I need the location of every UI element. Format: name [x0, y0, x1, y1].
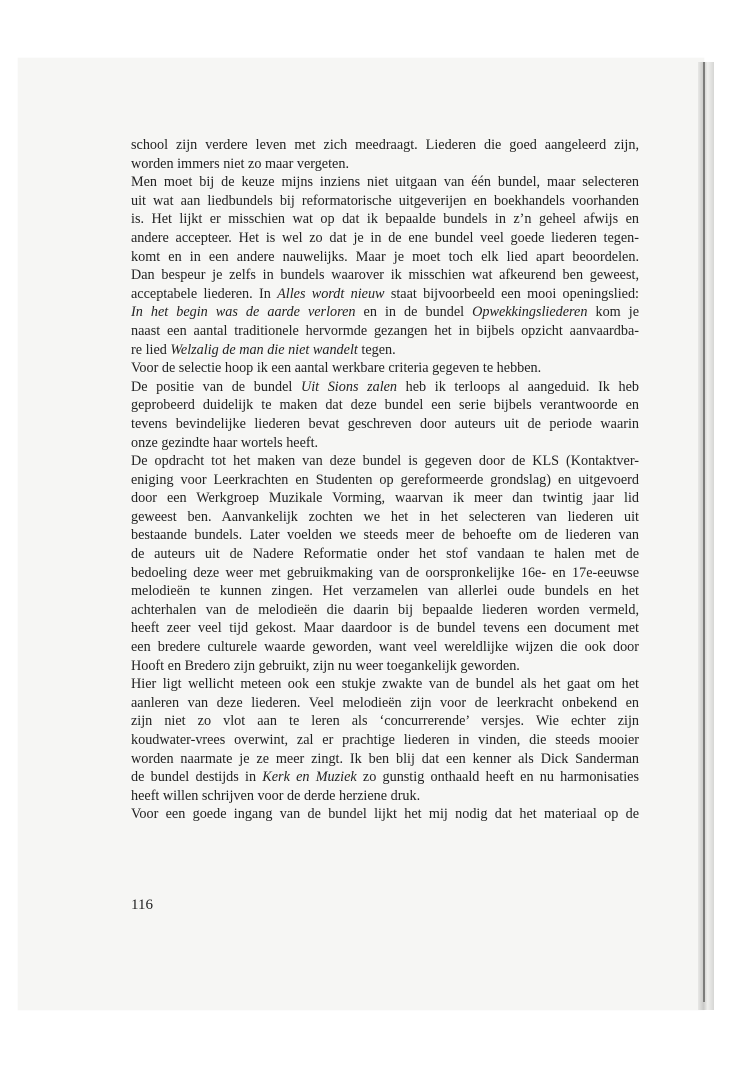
- text-line: [131, 434, 639, 453]
- text-line: [131, 192, 639, 211]
- text-segment: aanleren van deze liederen. Veel melodieën zijn voor de leerkracht onbekend en: [131, 694, 639, 711]
- text-segment: komt en in een andere nauwelijks. Maar je moet toch elk lied apart beoordelen.: [131, 248, 639, 265]
- text-line: [131, 378, 639, 397]
- text-segment: tegen.: [357, 341, 396, 358]
- text-segment: achterhalen van de melodieën die daarin bij bepaalde liederen worden vermeld,: [131, 601, 639, 618]
- text-line: [131, 787, 639, 806]
- text-segment: kom je: [587, 304, 639, 321]
- text-line: [131, 210, 639, 229]
- text-segment: Voor de selectie hoop ik een aantal werkbare criteria gegeven te hebben.: [131, 360, 542, 377]
- text-segment: staat bijvoorbeeld een mooi openingslied:: [384, 285, 639, 302]
- text-line: [131, 155, 639, 174]
- text-segment: andere accepteer. Het is wel zo dat je in de ene bundel veel goede liederen tegen-: [131, 229, 639, 246]
- text-line: [131, 731, 639, 750]
- text-segment: geprobeerd duidelijk te maken dat deze bundel een serie bijbels verantwoorde en: [131, 397, 639, 414]
- text-line: [131, 415, 639, 434]
- italic-title: Uit Sions zalen: [300, 378, 398, 395]
- text-line: [131, 712, 639, 731]
- text-line: [131, 489, 639, 508]
- italic-title: Opwekkingsliederen: [472, 304, 588, 321]
- text-line: [131, 341, 639, 360]
- text-segment: zijn niet zo vlot aan te leren als ‘concurrerende’ versjes. Wie echter zijn: [131, 713, 639, 730]
- text-segment: Hooft en Bredero zijn gebruikt, zijn nu weer toegankelijk geworden.: [131, 657, 520, 674]
- text-line: [131, 526, 639, 545]
- text-segment: school zijn verdere leven met zich meedraagt. Liederen die goed aangeleerd zijn,: [131, 137, 639, 153]
- text-line: [131, 694, 639, 713]
- text-line: [131, 322, 639, 341]
- text-segment: uit wat aan liedbundels bij reformatorische uitgeverijen en boekhandels voorhanden: [131, 192, 639, 209]
- text-segment: Hier ligt wellicht meteen ook een stukje zwakte van de bundel als het gaat om het: [131, 676, 639, 693]
- text-segment: heeft zeer veel tijd gekost. Maar daardoor is de bundel tevens een document met: [131, 620, 639, 637]
- text-segment: worden immers niet zo maar vergeten.: [131, 155, 349, 172]
- text-line: [131, 452, 639, 471]
- text-segment: melodieën te kunnen zingen. Het verzamelen van allerlei oude bundels en het: [131, 583, 639, 600]
- text-line: [131, 248, 639, 267]
- text-line: [131, 396, 639, 415]
- body-text: [131, 136, 639, 824]
- text-segment: en in de bundel: [355, 304, 473, 321]
- text-segment: De opdracht tot het maken van deze bundel is gegeven door de KLS (Kontaktver-: [131, 453, 639, 470]
- text-line: [131, 564, 639, 583]
- text-segment: de auteurs uit de Nadere Reformatie onder het stof vandaan te halen met de: [131, 546, 639, 563]
- text-line: [131, 136, 639, 155]
- text-line: [131, 805, 639, 824]
- text-segment: door een Werkgroep Muzikale Vorming, waarvan ik meer dan twintig jaar lid: [131, 490, 639, 507]
- text-segment: de bundel destijds in: [131, 769, 263, 786]
- text-segment: geweest ben. Aanvankelijk zochten we het in het selecteren van liederen uit: [131, 508, 639, 525]
- text-segment: koudwater-vrees overwint, zal er prachtige liederen in vinden, die steeds mooier: [131, 732, 639, 748]
- text-segment: is. Het lijkt er misschien wat op dat ik bepaalde bundels in z’n geheel afwijs en: [131, 211, 639, 228]
- text-line: [131, 657, 639, 676]
- text-line: [131, 582, 639, 601]
- text-segment: onze gezindte haar wortels heeft.: [131, 434, 319, 451]
- text-segment: re lied: [131, 341, 171, 358]
- text-segment: De positie van de bundel: [131, 378, 301, 395]
- text-line: [131, 303, 639, 322]
- page-number: 116: [131, 897, 153, 913]
- italic-title: Kerk en Muziek: [262, 769, 357, 786]
- text-line: [131, 359, 639, 378]
- page-edge-shadow: [703, 62, 705, 1002]
- italic-title: Welzalig de man die niet wandelt: [170, 341, 358, 358]
- text-segment: heb ik terloops al aangeduid. Ik heb: [397, 378, 639, 395]
- text-line: [131, 266, 639, 285]
- text-line: [131, 619, 639, 638]
- text-segment: Voor een goede ingang van de bundel lijkt het mij nodig dat het materiaal op de: [131, 806, 639, 823]
- text-segment: eniging voor Leerkrachten en Studenten op gereformeerde grondslag) en uitgevoerd: [131, 471, 639, 488]
- text-line: [131, 285, 639, 304]
- italic-title: In het begin was de aarde verloren: [131, 304, 356, 321]
- text-line: [131, 229, 639, 248]
- text-segment: zo gunstig onthaald heeft en nu harmonisaties: [356, 769, 639, 786]
- text-line: [131, 675, 639, 694]
- text-segment: heeft willen schrijven voor de derde herziene druk.: [131, 787, 421, 804]
- text-line: [131, 471, 639, 490]
- italic-title: Alles wordt nieuw: [277, 285, 385, 302]
- text-segment: acceptabele liederen. In: [131, 285, 278, 302]
- text-line: [131, 768, 639, 787]
- text-segment: worden naarmate je ze meer zingt. Ik ben blij dat een kenner als Dick Sanderman: [131, 750, 639, 767]
- text-line: [131, 638, 639, 657]
- text-segment: tevens bevindelijke liederen bevat geschreven door auteurs uit de periode waarin: [131, 415, 639, 432]
- text-segment: Men moet bij de keuze mijns inziens niet uitgaan van één bundel, maar selecteren: [131, 174, 639, 191]
- page-stack-edge: [698, 62, 714, 1010]
- text-line: [131, 508, 639, 527]
- text-line: [131, 545, 639, 564]
- text-segment: een bredere culturele waarde geworden, want veel wereldlijke wijzen die ook door: [131, 639, 639, 656]
- text-line: [131, 750, 639, 769]
- text-segment: bedoeling deze weer met gebruikmaking van de oorspronkelijke 16e- en 17e-eeuwse: [131, 564, 639, 581]
- text-line: [131, 601, 639, 620]
- text-segment: Dan bespeur je zelfs in bundels waarover ik misschien wat afkeurend ben geweest,: [131, 267, 639, 284]
- text-line: [131, 173, 639, 192]
- text-segment: naast een aantal traditionele hervormde gezangen het in bijbels opzicht aanvaardba-: [131, 322, 639, 339]
- text-segment: bestaande bundels. Later voelden we steeds meer de behoefte om de liederen van: [131, 527, 639, 544]
